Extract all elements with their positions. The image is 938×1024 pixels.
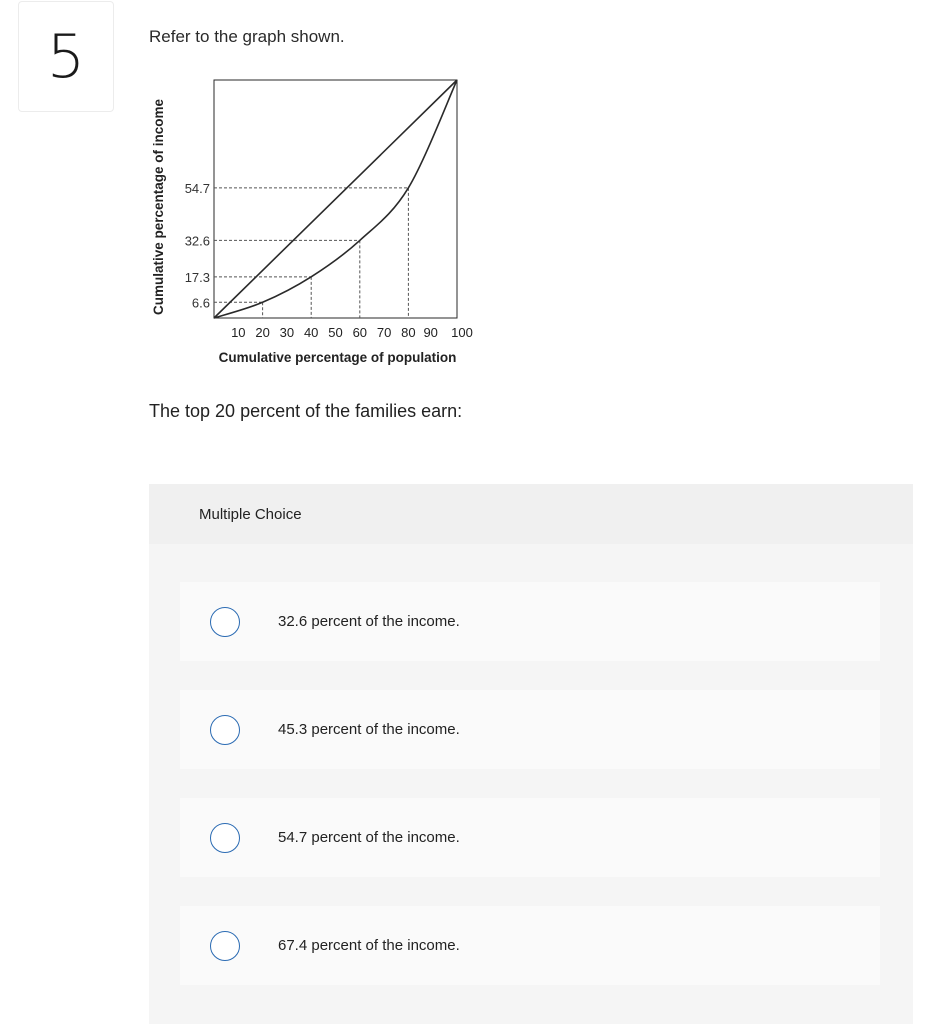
- option-label: 32.6 percent of the income.: [278, 613, 460, 630]
- x-tick-label: 30: [279, 325, 295, 340]
- y-tick-label: 6.6: [191, 295, 210, 311]
- radio-button-icon[interactable]: [210, 715, 240, 745]
- x-tick-label: 40: [303, 325, 319, 340]
- question-prompt: Refer to the graph shown.: [149, 27, 345, 46]
- x-tick-label: 10: [231, 325, 246, 340]
- x-tick-label: 50: [328, 325, 343, 340]
- x-tick-label: 70: [376, 325, 392, 340]
- equality-line: [214, 80, 457, 318]
- option-d[interactable]: [180, 906, 880, 985]
- y-tick-label: 17.3: [184, 269, 210, 285]
- multiple-choice-panel: [149, 484, 913, 1024]
- option-label: 54.7 percent of the income.: [278, 829, 460, 846]
- y-axis-title: Cumulative percentage of income: [151, 98, 166, 316]
- x-tick-label: 60: [352, 325, 368, 340]
- option-c[interactable]: [180, 798, 880, 877]
- options-list: [149, 544, 913, 1024]
- option-label: 45.3 percent of the income.: [278, 721, 460, 738]
- option-b[interactable]: [180, 690, 880, 769]
- y-tick-label: 54.7: [184, 180, 210, 196]
- multiple-choice-header: Multiple Choice: [149, 484, 913, 544]
- x-tick-label: 20: [255, 325, 270, 340]
- x-tick-label: 90: [423, 325, 438, 340]
- y-tick-label: 32.6: [184, 233, 210, 249]
- radio-button-icon[interactable]: [210, 607, 240, 637]
- option-a[interactable]: [180, 582, 880, 661]
- x-tick-label: 80: [401, 325, 416, 340]
- question-text: The top 20 percent of the families earn:: [149, 401, 463, 421]
- radio-button-icon[interactable]: [210, 823, 240, 853]
- x-axis-title: Cumulative percentage of population: [218, 350, 457, 365]
- option-label: 67.4 percent of the income.: [278, 937, 460, 954]
- radio-button-icon[interactable]: [210, 931, 240, 961]
- lorenz-curve-chart: [148, 72, 488, 372]
- question-number: 5: [18, 1, 114, 112]
- x-tick-label: 100: [451, 325, 473, 340]
